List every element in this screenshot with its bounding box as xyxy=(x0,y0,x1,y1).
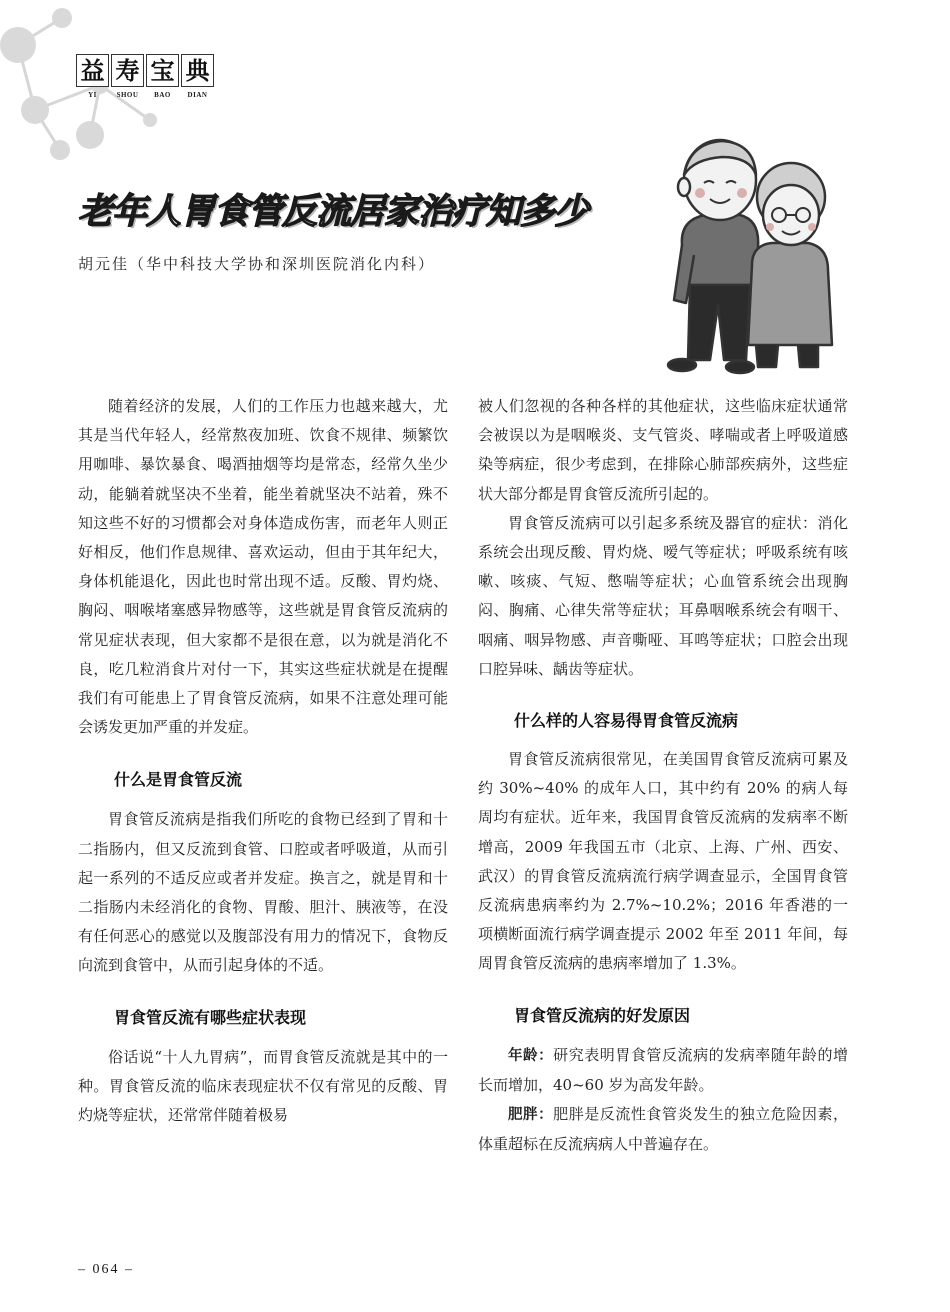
page-number: – 064 – xyxy=(78,1262,134,1277)
article-title: 老年人胃食管反流居家治疗知多少 xyxy=(78,192,589,232)
left-column xyxy=(78,392,448,1130)
right-column xyxy=(478,392,848,1159)
obesity-text: 肥胖是反流性食管炎发生的独立危险因素，体重超标在反流病病人中普遍存在。 xyxy=(478,1105,848,1154)
column-header-char: 寿 xyxy=(111,54,144,87)
heading-what-is-gerd: 什么是胃食管反流 xyxy=(114,770,243,790)
pinyin-syllable: DIAN xyxy=(187,91,208,99)
column-header-char: 宝 xyxy=(146,54,179,87)
multi-system-symptoms-paragraph: 胃食管反流病可以引起多系统及器官的症状：消化系统会出现反酸、胃灼烧、嗳气等症状；呼吸系统有咳嗽、咳痰、气短、憋喘等症状；心血管系统会出现胸闷、胸痛、心律失常等症状；耳鼻咽喉系统会有咽干、咽痛、咽异物感、声音嘶哑、耳鸣等症状；口腔会出现口腔异味、龋齿等症状。 xyxy=(478,513,848,678)
heading-who-is-at-risk: 什么样的人容易得胃食管反流病 xyxy=(514,711,739,731)
column-header-pinyin xyxy=(76,91,214,99)
heading-symptoms: 胃食管反流有哪些症状表现 xyxy=(114,1007,307,1027)
prevalence-paragraph: 胃食管反流病很常见，在美国胃食管反流病可累及约 30%~40% 的成年人口，其中约有 20% 的病人每周均有症状。近年来，我国胃食管反流病的发病率不断增高，2009 年我国五市（北京、上海、广州、西安、武汉）的胃食管反流病流行病学调查显示，全国胃食管反流病患病率约为 2.7%~10.2%；2016 年香港的一项横断面流行病学调查提示 2002 年至 2011 年间，每周胃食管反流病的患病率增加了 1.3%。 xyxy=(478,750,848,973)
age-label: 年龄： xyxy=(508,1047,554,1064)
symptoms-continued-paragraph: 被人们忽视的各种各样的其他症状，这些临床症状通常会被误以为是咽喉炎、支气管炎、哮喘或者上呼吸道感染等病症，很少考虑到，在排除心肺部疾病外，这些症状大部分都是胃食管反流所引起的。 xyxy=(478,397,848,503)
column-header-char: 典 xyxy=(181,54,214,87)
pinyin-syllable: YI xyxy=(88,91,97,99)
column-header xyxy=(76,54,214,99)
symptoms-paragraph: 俗话说“十人九胃病”，而胃食管反流就是其中的一种。胃食管反流的临床表现症状不仅有常见的反酸、胃灼烧等症状，还常常伴随着极易 xyxy=(78,1047,448,1125)
what-is-gerd-paragraph: 胃食管反流病是指我们所吃的食物已经到了胃和十二指肠内，但又反流到食管、口腔或者呼吸道，从而引起一系列的不适反应或者并发症。换言之，就是胃和十二指肠内未经消化的食物、胃酸、胆汁、胰液等，在没有任何恶心的感觉以及腹部没有用力的情况下，食物反向流到食管中，从而引起身体的不适。 xyxy=(78,810,448,975)
column-header-title xyxy=(76,54,214,87)
age-text: 研究表明胃食管反流病的发病率随年龄的增长而增加，40~60 岁为高发年龄。 xyxy=(478,1045,848,1094)
pinyin-syllable: SHOU xyxy=(116,91,139,99)
obesity-paragraph xyxy=(478,1100,848,1159)
article-author: 胡元佳（华中科技大学协和深圳医院消化内科） xyxy=(78,255,436,273)
heading-causes: 胃食管反流病的好发原因 xyxy=(514,1005,691,1025)
column-header-char: 益 xyxy=(76,54,109,87)
intro-paragraph: 随着经济的发展，人们的工作压力也越来越大，尤其是当代年轻人，经常熬夜加班、饮食不规律、频繁饮用咖啡、暴饮暴食、喝酒抽烟等均是常态，经常久坐少动，能躺着就坚决不坐着，能坐着就坚决不站着，殊不知这些不好的习惯都会对身体造成伤害，而老年人则正好相反，他们作息规律、喜欢运动，但由于其年纪大，身体机能退化，因此也时常出现不适。反酸、胃灼烧、胸闷、咽喉堵塞感异物感等，这些就是胃食管反流病的常见症状表现，但大家都不是很在意，以为就是消化不良，吃几粒消食片对付一下，其实这些症状就是在提醒我们有可能患上了胃食管反流病，如果不注意处理可能会诱发更加严重的并发症。 xyxy=(78,397,448,737)
obesity-label: 肥胖： xyxy=(508,1107,554,1124)
pinyin-syllable: BAO xyxy=(154,91,171,99)
elderly-couple-illustration-icon xyxy=(660,135,840,380)
age-paragraph xyxy=(478,1041,848,1100)
